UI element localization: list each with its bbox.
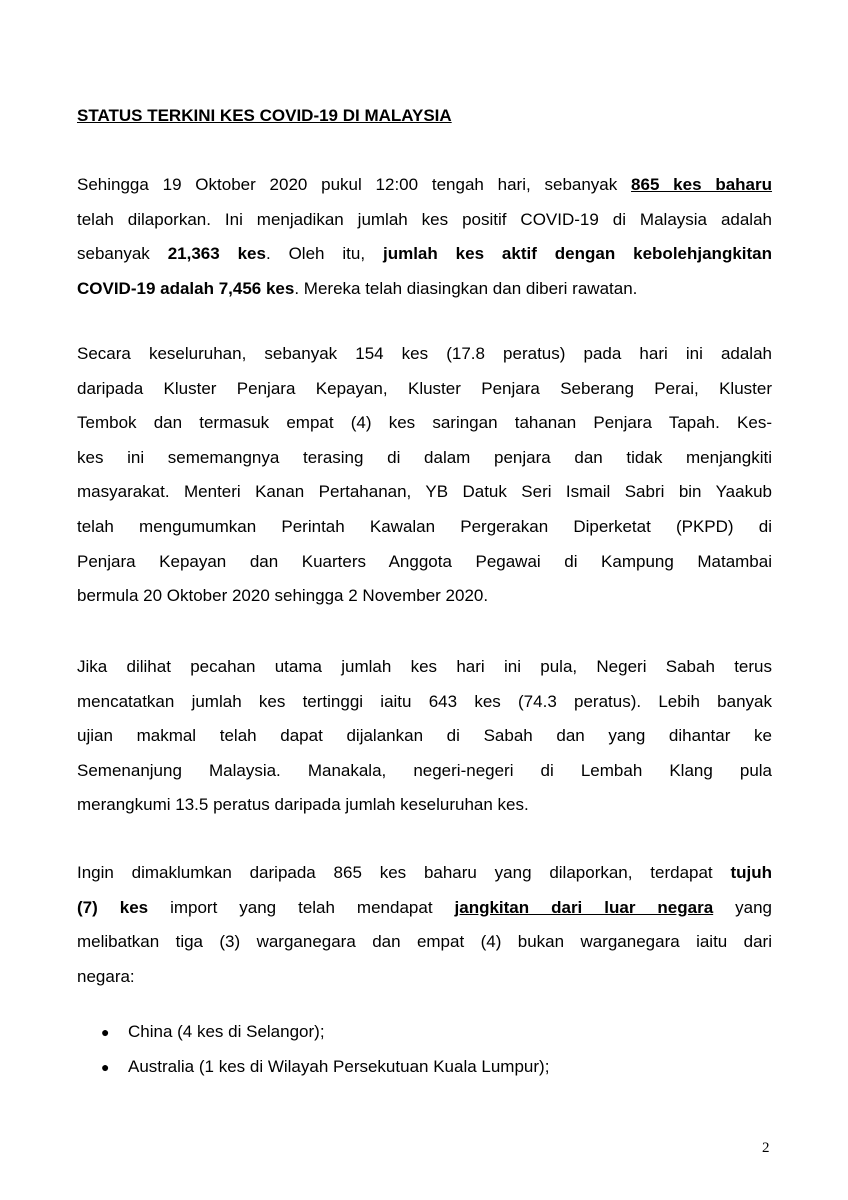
paragraph-line: mencatatkan jumlah kes tertinggi iaitu 643 kes (74.3 peratus). Lebih banyak [77, 691, 772, 711]
paragraph-line [77, 237, 772, 272]
paragraph-state-breakdown [77, 650, 772, 823]
active-cases-highlight: jumlah kes aktif dengan kebolehjangkitan [382, 244, 773, 264]
paragraph-line: Secara keseluruhan, sebanyak 154 kes (17.8 peratus) pada hari ini adalah [77, 344, 772, 363]
text-run: . Mereka telah diasingkan dan diberi rawatan. [294, 278, 638, 298]
total-cases-highlight: 21,363 kes [167, 244, 266, 264]
paragraph-line: telah dilaporkan. Ini menjadikan jumlah kes positif COVID-19 di Malaysia adalah [77, 209, 772, 229]
paragraph-line: bermula 20 Oktober 2020 sehingga 2 November 2020. [77, 586, 489, 606]
paragraph-imported-cases [77, 856, 772, 994]
list-item [77, 1015, 549, 1050]
paragraph-line: masyarakat. Menteri Kanan Pertahanan, YB Datuk Seri Ismail Sabri bin Yaakub [77, 482, 772, 502]
imported-count-highlight: (7) kes [77, 897, 149, 917]
country-list [77, 1015, 549, 1084]
text-run: import yang telah mendapat [148, 897, 455, 917]
imported-count-highlight: tujuh [730, 863, 772, 882]
paragraph-line: telah mengumumkan Perintah Kawalan Pergerakan Diperketat (PKPD) di [77, 516, 772, 536]
text-run: yang [713, 897, 772, 917]
paragraph-line [77, 891, 772, 926]
paragraph-line: ujian makmal telah dapat dijalankan di Sabah dan yang dihantar ke [77, 726, 772, 746]
paragraph-line: negara: [77, 966, 135, 986]
page-number: 2 [762, 1140, 770, 1156]
paragraph-line: kes ini sememangnya terasing di dalam penjara dan tidak menjangkiti [77, 447, 772, 467]
document-page [77, 0, 772, 1200]
active-cases-highlight: COVID-19 adalah 7,456 kes [77, 278, 295, 298]
paragraph-line [77, 168, 772, 203]
text-run: Ingin dimaklumkan daripada 865 kes baharu yang dilaporkan, terdapat [77, 863, 731, 882]
text-run: sebanyak [77, 244, 168, 264]
list-item-text: Australia (1 kes di Wilayah Persekutuan Kuala Lumpur); [128, 1056, 550, 1076]
text-run: . Oleh itu, [265, 244, 383, 264]
paragraph-line: melibatkan tiga (3) warganegara dan empat (4) bukan warganegara iaitu dari [77, 932, 772, 952]
list-item [77, 1050, 549, 1085]
bullet-icon: ● [101, 1058, 110, 1075]
paragraph-line: daripada Kluster Penjara Kepayan, Kluster Penjara Seberang Perai, Kluster [77, 378, 772, 398]
list-item-text: China (4 kes di Selangor); [128, 1022, 325, 1041]
paragraph-line [77, 856, 772, 891]
text-run: Sehingga 19 Oktober 2020 pukul 12:00 tengah hari, sebanyak [77, 175, 632, 194]
new-cases-highlight: 865 kes baharu [631, 175, 773, 194]
paragraph-line: Tembok dan termasuk empat (4) kes saringan tahanan Penjara Tapah. Kes- [77, 413, 772, 433]
bullet-icon: ● [101, 1024, 110, 1040]
paragraph-line: merangkumi 13.5 peratus daripada jumlah keseluruhan kes. [77, 795, 529, 815]
paragraph-line [77, 272, 772, 307]
overseas-infection-highlight: jangkitan dari luar negara [454, 897, 714, 917]
paragraph-line: Penjara Kepayan dan Kuarters Anggota Pegawai di Kampung Matambai [77, 551, 772, 571]
paragraph-cluster-details [77, 337, 772, 614]
paragraph-case-summary [77, 168, 772, 306]
paragraph-line: Semenanjung Malaysia. Manakala, negeri-negeri di Lembah Klang pula [77, 760, 772, 780]
document-title: STATUS TERKINI KES COVID-19 DI MALAYSIA [77, 106, 452, 125]
paragraph-line: Jika dilihat pecahan utama jumlah kes hari ini pula, Negeri Sabah terus [77, 657, 772, 676]
